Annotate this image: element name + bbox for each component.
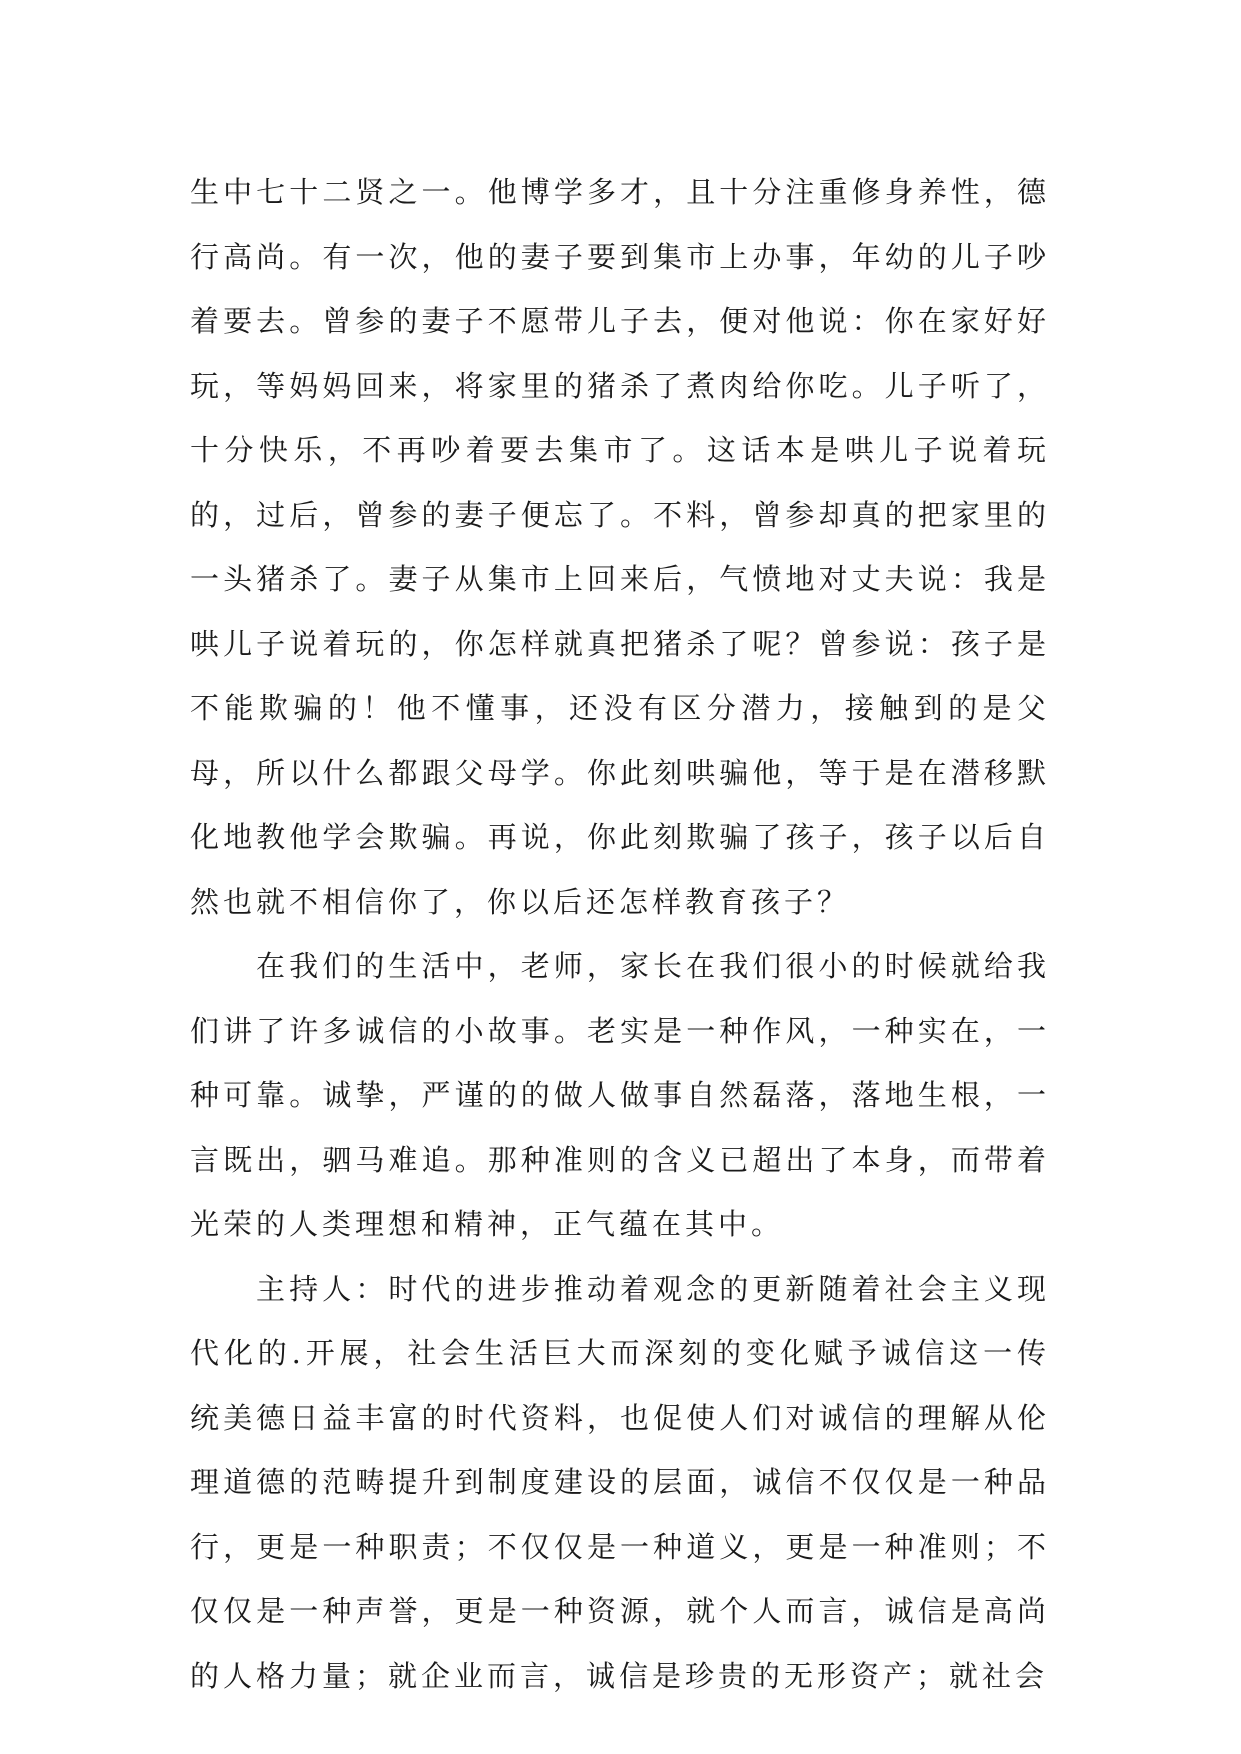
paragraph-zeng-shen-story: 生中七十二贤之一。他博学多才，且十分注重修身养性，德行高尚。有一次，他的妻子要到集市上办事，年幼的儿子吵着要去。曾参的妻子不愿带儿子去，便对他说：你在家好好玩，等妈妈回来，将家里的猪杀了煮肉给你吃。儿子听了，十分快乐，不再吵着要去集市了。这话本是哄儿子说着玩的，过后，曾参的妻子便忘了。不料，曾参却真的把家里的一头猪杀了。妻子从集市上回来后，气愤地对丈夫说：我是哄儿子说着玩的，你怎样就真把猪杀了呢？曾参说：孩子是不能欺骗的！他不懂事，还没有区分潜力，接触到的是父母，所以什么都跟父母学。你此刻哄骗他，等于是在潜移默化地教他学会欺骗。再说，你此刻欺骗了孩子，孩子以后自然也就不相信你了，你以后还怎样教育孩子？ <box>190 175 1050 919</box>
paragraph-integrity-stories: 在我们的生活中，老师，家长在我们很小的时候就给我们讲了许多诚信的小故事。老实是一种作风，一种实在，一种可靠。诚挚，严谨的的做人做事自然磊落，落地生根，一言既出，驷马难追。那种准则的含义已超出了本身，而带着光荣的人类理想和精神，正气蕴在其中。 <box>190 949 1050 1241</box>
document-body <box>190 160 1050 1708</box>
paragraph-host-remarks: 主持人：时代的进步推动着观念的更新随着社会主义现代化的.开展，社会生活巨大而深刻的变化赋予诚信这一传统美德日益丰富的时代资料，也促使人们对诚信的理解从伦理道德的范畴提升到制度建设的层面，诚信不仅仅是一种品行，更是一种职责；不仅仅是一种道义，更是一种准则；不仅仅是一种声誉，更是一种资源，就个人而言，诚信是高尚的人格力量；就企业而言，诚信是珍贵的无形资产；就社会 <box>190 1271 1050 1693</box>
